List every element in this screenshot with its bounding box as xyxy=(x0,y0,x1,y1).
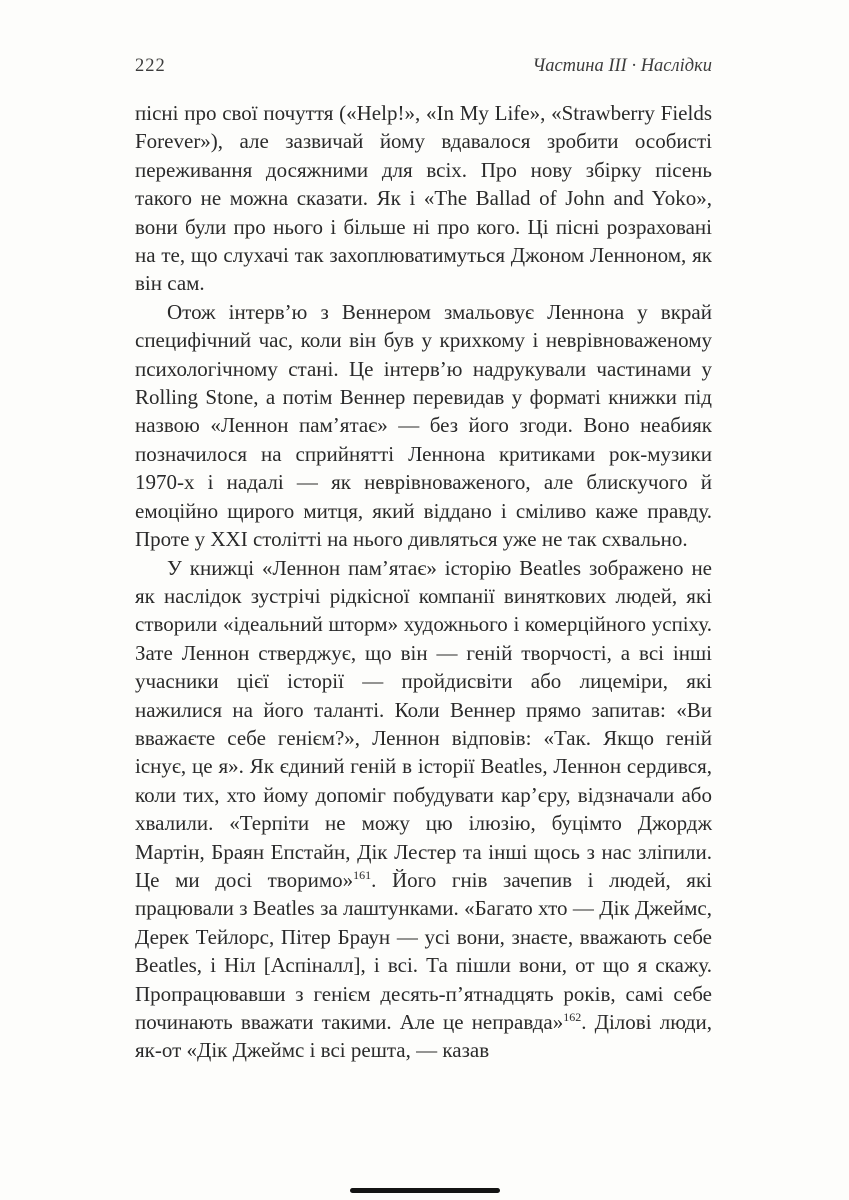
text-run: Отож інтерв’ю з Веннером змальовує Леннона у вкрай специфічний час, коли він був у крихкому і неврівноваженому психологічному стані. Це інтерв’ю надрукували частинами у Rolling Stone, а потім Веннер перевидав у форматі книжки під назвою «Леннон пам’ятає» — без його згоди. Воно неабияк позначилося на сприйнятті Леннона критиками рок-музики 1970-х і надалі — як неврівноваженого, але блискучого й емоційно щирого митця, який віддано і сміливо каже правду. Проте у XXI столітті на нього дивляться уже не так схвально. xyxy=(135,299,712,552)
page-body xyxy=(135,99,712,1065)
chapter-title: Частина III · Наслідки xyxy=(532,56,712,76)
paragraph xyxy=(135,298,712,554)
paragraph xyxy=(135,99,712,298)
page-number: 222 xyxy=(135,56,166,76)
text-run: . Ділові люди, як-от «Дік Джеймс і всі решта, — казав xyxy=(135,1010,712,1063)
text-run: . Його гнів зачепив і людей, які працювали з Beatles за лаштунками. «Багато хто — Дік Джеймс, Дерек Тейлорс, Пітер Браун — усі вони, знаєте, вважають себе Beatles, і Ніл [Аспіналл], і всі. Та пішли вони, от що я скажу. Пропрацювавши з генієм десять-п’ятнадцять років, самі себе починають вважати такими. Але це неправда» xyxy=(135,867,712,1034)
paragraph xyxy=(135,554,712,1065)
footnote-reference[interactable]: 162 xyxy=(563,1010,582,1024)
home-indicator-bar[interactable] xyxy=(350,1188,500,1193)
text-run: У книжці «Леннон пам’ятає» історію Beatles зображено не як наслідок зустрічі рідкісної компанії виняткових людей, які створили «ідеальний шторм» художнього і комерційного успіху. Зате Леннон стверджує, що він — геній творчості, а всі інші учасники цієї історії — пройдисвіти або лицеміри, які нажилися на його таланті. Коли Веннер прямо запитав: «Ви вважаєте себе генієм?», Леннон відповів: «Так. Якщо геній існує, це я». Як єдиний геній в історії Beatles, Леннон сердився, коли тих, хто йому допоміг побудувати кар’єру, відзначали або хвалили. «Терпіти не можу цю ілюзію, буцімто Джордж Мартін, Браян Епстайн, Дік Лестер та інші щось з нас зліпили. Це ми досі творимо» xyxy=(135,555,712,892)
page-header xyxy=(135,56,712,77)
footnote-reference[interactable]: 161 xyxy=(353,867,372,882)
text-run: пісні про свої почуття («Help!», «In My Life», «Strawberry Fields Forever»), але зазвичай йому вдавалося зробити особисті переживання досяжними для всіх. Про нову збірку пісень такого не можна сказати. Як і «The Ballad of John and Yoko», вони були про нього і більше ні про кого. Ці пісні розраховані на те, що слухачі так захоплюватимуться Джоном Ленноном, як він сам. xyxy=(135,101,712,296)
